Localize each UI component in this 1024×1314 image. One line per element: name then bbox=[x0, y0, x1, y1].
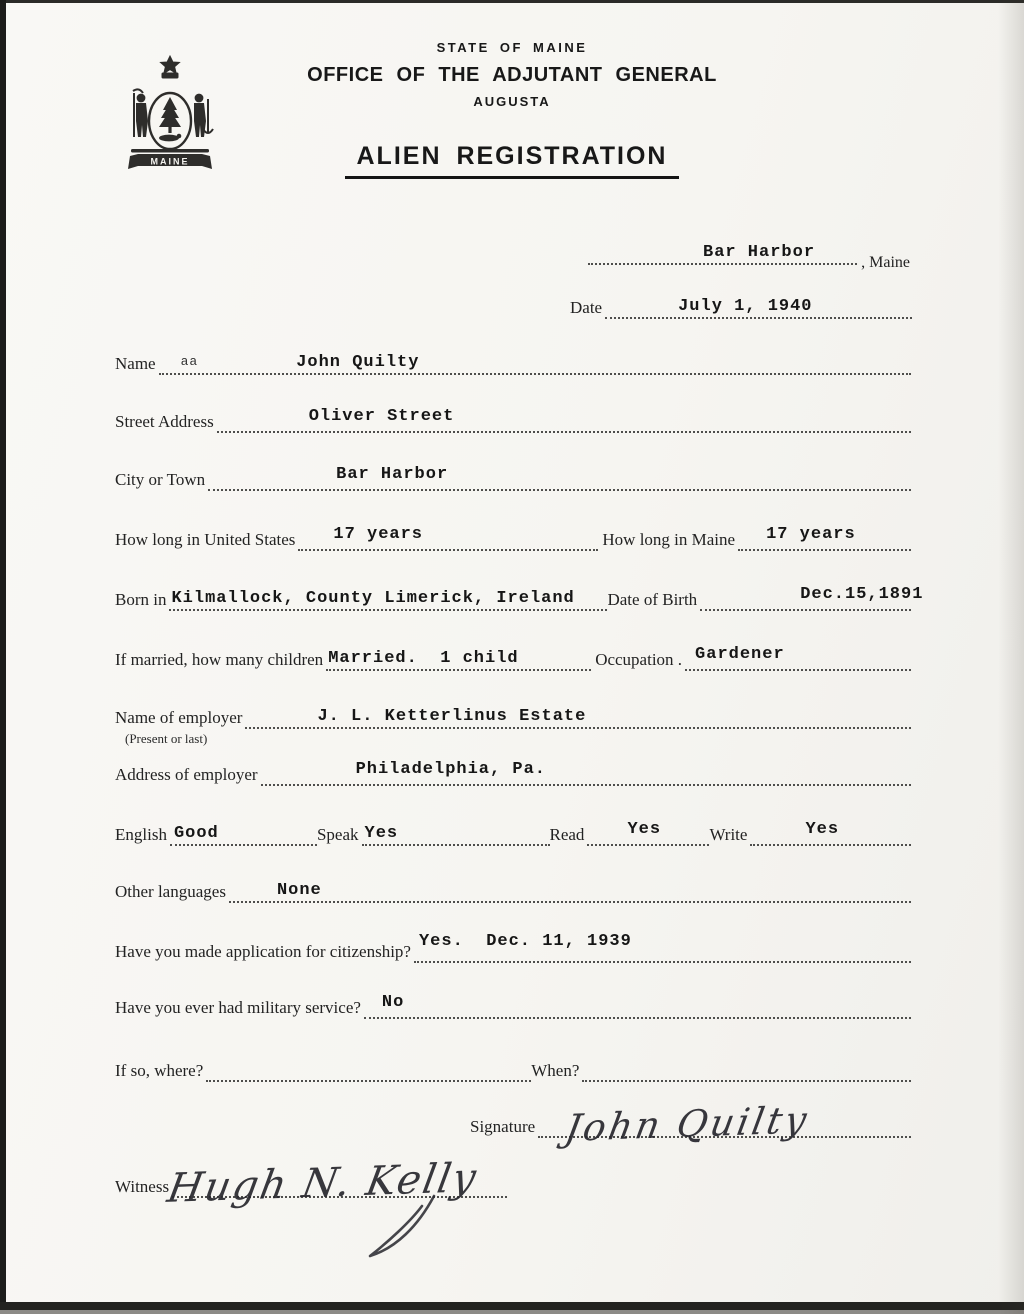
office-line: OFFICE OF THE ADJUTANT GENERAL bbox=[307, 64, 717, 86]
english-row bbox=[115, 816, 911, 846]
place-value: Bar Harbor bbox=[703, 243, 816, 262]
city-or-town-row bbox=[115, 461, 911, 491]
maine-state-seal-icon bbox=[120, 55, 220, 187]
maine-duration-value: 17 years bbox=[766, 525, 856, 544]
dotted-line bbox=[738, 526, 911, 551]
dotted-line bbox=[538, 1098, 911, 1150]
dotted-line bbox=[298, 526, 598, 551]
place-row bbox=[588, 227, 910, 271]
maine-duration-label: How long in Maine bbox=[602, 530, 736, 550]
citizenship-value: Yes. Dec. 11, 1939 bbox=[418, 932, 632, 951]
born-in-label: Born in bbox=[115, 590, 167, 610]
employer-address-label: Address of employer bbox=[115, 765, 258, 785]
scan-shadow-right bbox=[998, 0, 1024, 1314]
employer-value: J. L. Ketterlinus Estate bbox=[317, 707, 587, 726]
when-label: When? bbox=[531, 1061, 580, 1081]
dotted-line bbox=[326, 650, 591, 671]
other-languages-value: None bbox=[276, 881, 322, 900]
occupation-value: Gardener bbox=[695, 645, 785, 664]
date-row bbox=[570, 285, 912, 319]
employer-label: Name of employer bbox=[115, 708, 243, 728]
write-label: Write bbox=[709, 825, 748, 845]
dotted-line bbox=[217, 408, 911, 433]
name-note: aa bbox=[180, 354, 199, 369]
speak-label: Speak bbox=[316, 825, 359, 845]
scan-edge-bottom-light bbox=[0, 1310, 1024, 1314]
read-label: Read bbox=[549, 825, 585, 845]
date-label: Date bbox=[570, 298, 603, 318]
city-line: AUGUSTA bbox=[473, 94, 551, 109]
letterhead bbox=[212, 40, 812, 179]
dotted-line bbox=[364, 994, 911, 1019]
dotted-line bbox=[169, 590, 607, 611]
document-title: ALIEN REGISTRATION bbox=[345, 142, 680, 179]
dotted-line bbox=[414, 933, 911, 963]
dotted-line bbox=[587, 821, 709, 846]
dotted-line bbox=[605, 298, 912, 319]
employer-address-row bbox=[115, 756, 911, 786]
dotted-line bbox=[206, 1078, 531, 1082]
birth-row bbox=[115, 581, 924, 611]
dotted-line bbox=[588, 244, 857, 265]
dotted-line bbox=[685, 646, 911, 671]
other-languages-row bbox=[115, 873, 911, 903]
street-address-row bbox=[115, 403, 911, 433]
children-occupation-row bbox=[115, 641, 911, 671]
name-value: John Quilty bbox=[296, 353, 420, 372]
witness-label: Witness bbox=[115, 1177, 170, 1197]
employer-sublabel: (Present or last) bbox=[125, 731, 208, 746]
seal-banner-text: MAINE bbox=[150, 156, 190, 167]
signature-row bbox=[470, 1096, 911, 1150]
other-languages-label: Other languages bbox=[115, 882, 226, 902]
where-when-row bbox=[115, 1052, 911, 1082]
duration-row bbox=[115, 521, 911, 551]
name-label: Name bbox=[115, 354, 156, 374]
dotted-line bbox=[229, 882, 911, 903]
employer-row bbox=[115, 699, 911, 746]
born-in-value: Kilmallock, County Limerick, Ireland bbox=[171, 589, 575, 608]
employer-label-stack bbox=[115, 708, 245, 746]
state-line: STATE OF MAINE bbox=[436, 40, 588, 55]
dotted-line bbox=[750, 821, 911, 846]
street-address-value: Oliver Street bbox=[308, 407, 455, 426]
street-address-label: Street Address bbox=[115, 412, 214, 432]
where-label: If so, where? bbox=[115, 1061, 204, 1081]
citizenship-row bbox=[115, 925, 911, 963]
children-value: Married. 1 child bbox=[328, 649, 519, 668]
military-label: Have you ever had military service? bbox=[115, 998, 361, 1018]
english-value: Good bbox=[173, 824, 219, 843]
us-duration-label: How long in United States bbox=[115, 530, 296, 550]
dotted-line bbox=[261, 761, 911, 786]
military-value: No bbox=[381, 993, 405, 1012]
scan-edge-left bbox=[0, 0, 6, 1314]
signature-label: Signature bbox=[470, 1117, 536, 1137]
read-value: Yes bbox=[627, 820, 662, 839]
employer-address-value: Philadelphia, Pa. bbox=[355, 760, 547, 779]
witness-handwriting: Hugh N. Kelly bbox=[164, 1154, 482, 1212]
dotted-line bbox=[208, 466, 911, 491]
english-label: English bbox=[115, 825, 167, 845]
speak-value: Yes bbox=[364, 824, 399, 843]
date-value: July 1, 1940 bbox=[678, 297, 813, 316]
dotted-line bbox=[362, 825, 550, 846]
write-value: Yes bbox=[805, 820, 840, 839]
dotted-line bbox=[245, 708, 911, 729]
place-suffix: , Maine bbox=[861, 254, 910, 271]
us-duration-value: 17 years bbox=[333, 525, 424, 544]
name-row bbox=[115, 345, 911, 375]
witness-flourish-mark bbox=[330, 1192, 450, 1268]
scan-edge-bottom bbox=[0, 1302, 1024, 1310]
scan-edge-top bbox=[0, 0, 1024, 3]
children-label: If married, how many children bbox=[115, 650, 324, 670]
occupation-label: Occupation . bbox=[595, 650, 683, 670]
city-or-town-value: Bar Harbor bbox=[336, 465, 449, 484]
dotted-line bbox=[170, 825, 317, 846]
city-or-town-label: City or Town bbox=[115, 470, 206, 490]
dotted-line bbox=[700, 585, 924, 611]
dotted-line bbox=[159, 354, 911, 375]
dotted-line bbox=[582, 1078, 911, 1082]
signature-handwriting: John Quilty bbox=[562, 1098, 813, 1150]
date-of-birth-label: Date of Birth bbox=[607, 590, 698, 610]
date-of-birth-value: Dec.15,1891 bbox=[800, 585, 924, 604]
citizenship-label: Have you made application for citizenship? bbox=[115, 942, 411, 962]
military-row bbox=[115, 989, 911, 1019]
